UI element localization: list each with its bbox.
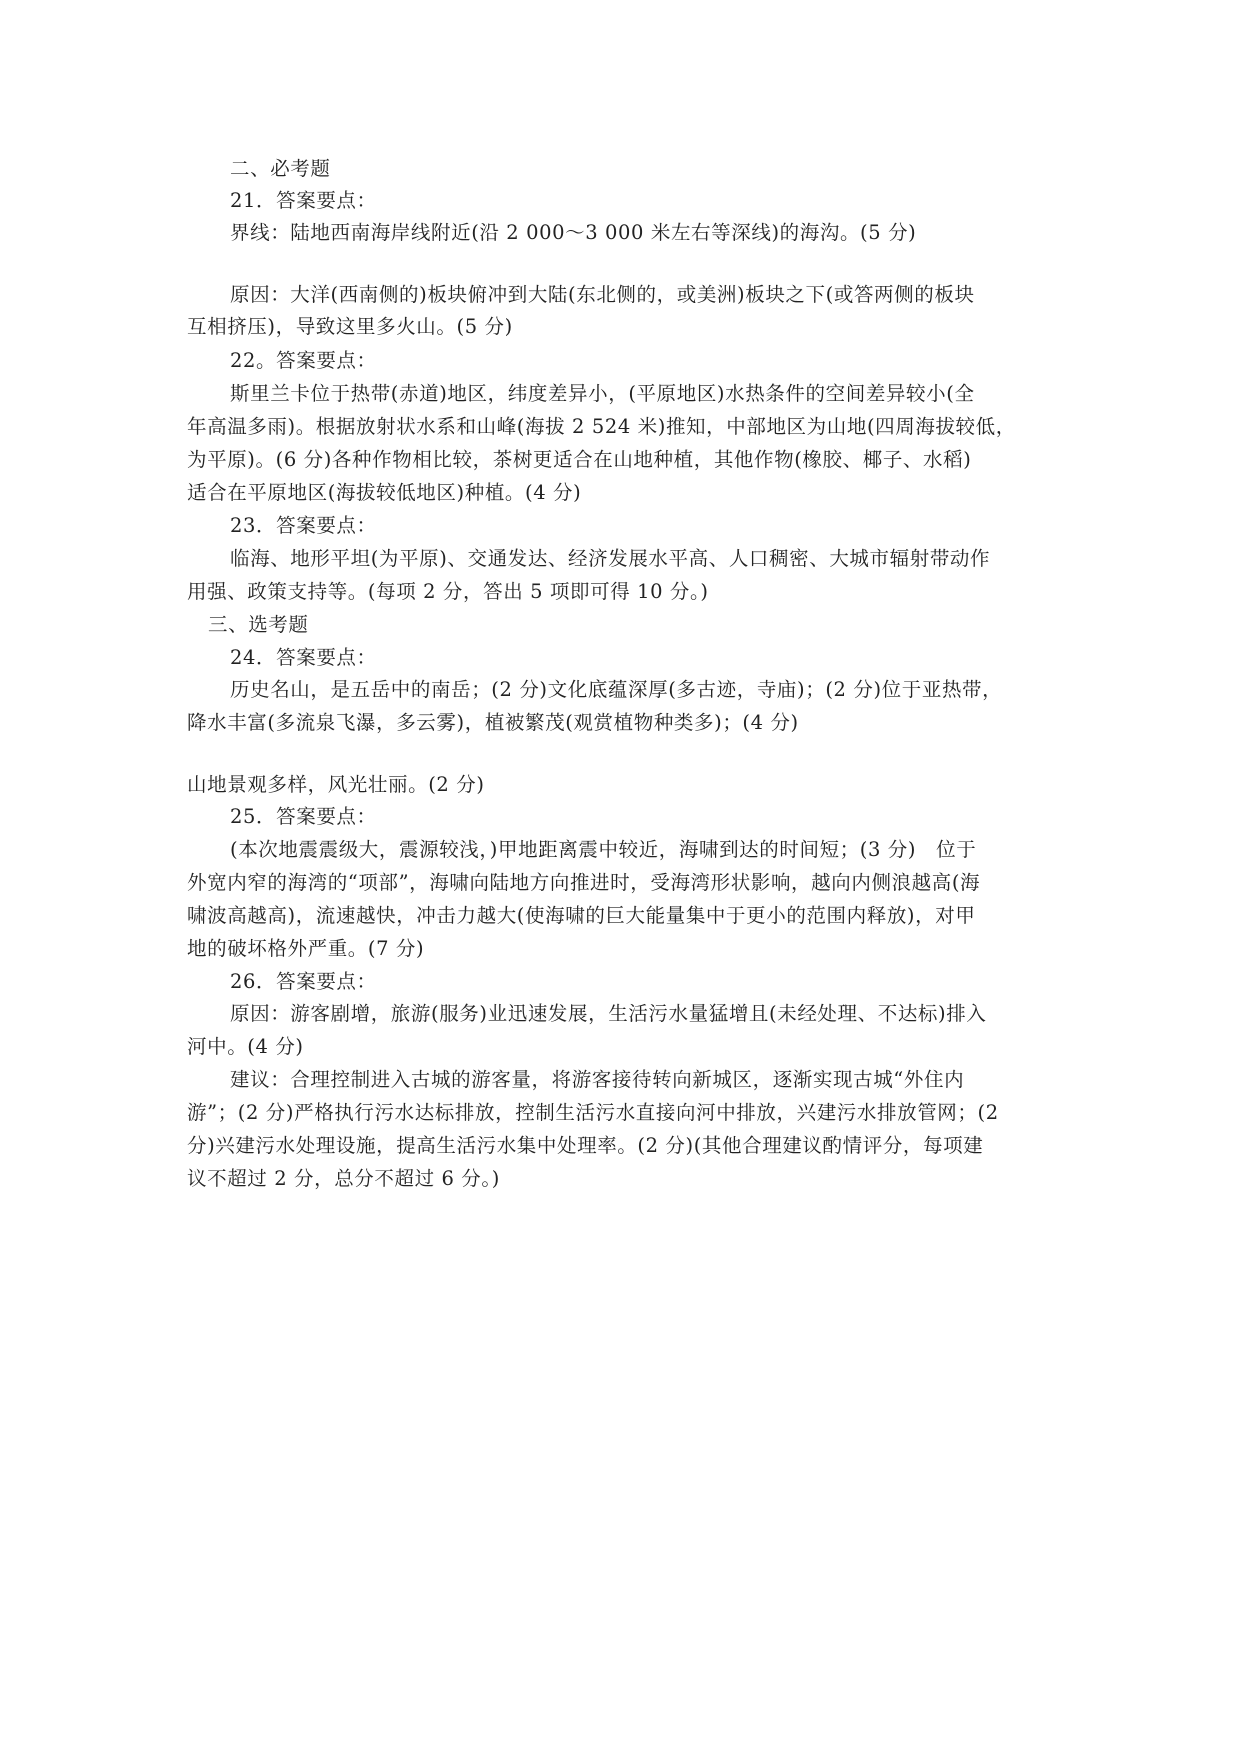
answer-22-line-2: 年高温多雨)。根据放射状水系和山峰(海拔 2 524 米)推知，中部地区为山地(四周海拔较低， <box>187 415 1016 438</box>
answer-25-line-1: (本次地震震级大，震源较浅，)甲地距离震中较近，海啸到达的时间短；(3 分) 位于 <box>230 838 977 861</box>
answer-23-line-2: 用强、政策支持等。(每项 2 分，答出 5 项即可得 10 分。) <box>187 580 709 603</box>
answer-21-line-2: 原因：大洋(西南侧的)板块俯冲到大陆(东北侧的，或美洲)板块之下(或答两侧的板块 <box>230 283 975 306</box>
answer-26-line-4: 游”；(2 分)严格执行污水达标排放，控制生活污水直接向河中排放，兴建污水排放管网；(2 <box>187 1101 999 1124</box>
answer-21-line-3: 互相挤压)，导致这里多火山。(5 分) <box>187 315 513 338</box>
answer-26-line-6: 议不超过 2 分，总分不超过 6 分。) <box>187 1167 500 1190</box>
question-26-heading: 26．答案要点： <box>230 970 377 993</box>
answer-21-line-1: 界线：陆地西南海岸线附近(沿 2 000～3 000 米左右等深线)的海沟。(5 分) <box>230 221 917 244</box>
answer-24-line-3: 山地景观多样，风光壮丽。(2 分) <box>187 773 485 796</box>
question-21-heading: 21．答案要点： <box>230 189 377 212</box>
answer-22-line-3: 为平原)。(6 分)各种作物相比较，茶树更适合在山地种植，其他作物(橡胶、椰子、水稻) <box>187 448 972 471</box>
answer-24-line-1: 历史名山，是五岳中的南岳；(2 分)文化底蕴深厚(多古迹，寺庙)；(2 分)位于亚热带， <box>230 678 1003 701</box>
question-25-heading: 25．答案要点： <box>230 805 377 828</box>
answer-26-line-1: 原因：游客剧增，旅游(服务)业迅速发展，生活污水量猛增且(未经处理、不达标)排入 <box>230 1002 987 1025</box>
answer-23-line-1: 临海、地形平坦(为平原)、交通发达、经济发展水平高、人口稠密、大城市辐射带动作 <box>230 547 991 570</box>
answer-26-line-5: 分)兴建污水处理设施，提高生活污水集中处理率。(2 分)(其他合理建议酌情评分，每项建 <box>187 1134 984 1157</box>
answer-26-line-3: 建议：合理控制进入古城的游客量，将游客接待转向新城区，逐渐实现古城“外住内 <box>230 1068 965 1091</box>
section-heading-optional: 三、选考题 <box>208 613 309 636</box>
answer-25-line-3: 啸波高越高)，流速越快，冲击力越大(使海啸的巨大能量集中于更小的范围内释放)，对甲 <box>187 904 976 927</box>
answer-22-line-4: 适合在平原地区(海拔较低地区)种植。(4 分) <box>187 481 582 504</box>
question-24-heading: 24．答案要点： <box>230 646 377 669</box>
answer-26-line-2: 河中。(4 分) <box>187 1035 304 1058</box>
question-23-heading: 23．答案要点： <box>230 514 377 537</box>
answer-25-line-2: 外宽内窄的海湾的“项部”，海啸向陆地方向推进时，受海湾形状影响，越向内侧浪越高(海 <box>187 871 981 894</box>
section-heading-required: 二、必考题 <box>230 157 331 180</box>
answer-24-line-2: 降水丰富(多流泉飞瀑，多云雾)，植被繁茂(观赏植物种类多)；(4 分) <box>187 711 799 734</box>
question-22-heading: 22。答案要点： <box>230 349 377 372</box>
answer-25-line-4: 地的破坏格外严重。(7 分) <box>187 937 425 960</box>
answer-22-line-1: 斯里兰卡位于热带(赤道)地区，纬度差异小，(平原地区)水热条件的空间差异较小(全 <box>230 382 975 405</box>
